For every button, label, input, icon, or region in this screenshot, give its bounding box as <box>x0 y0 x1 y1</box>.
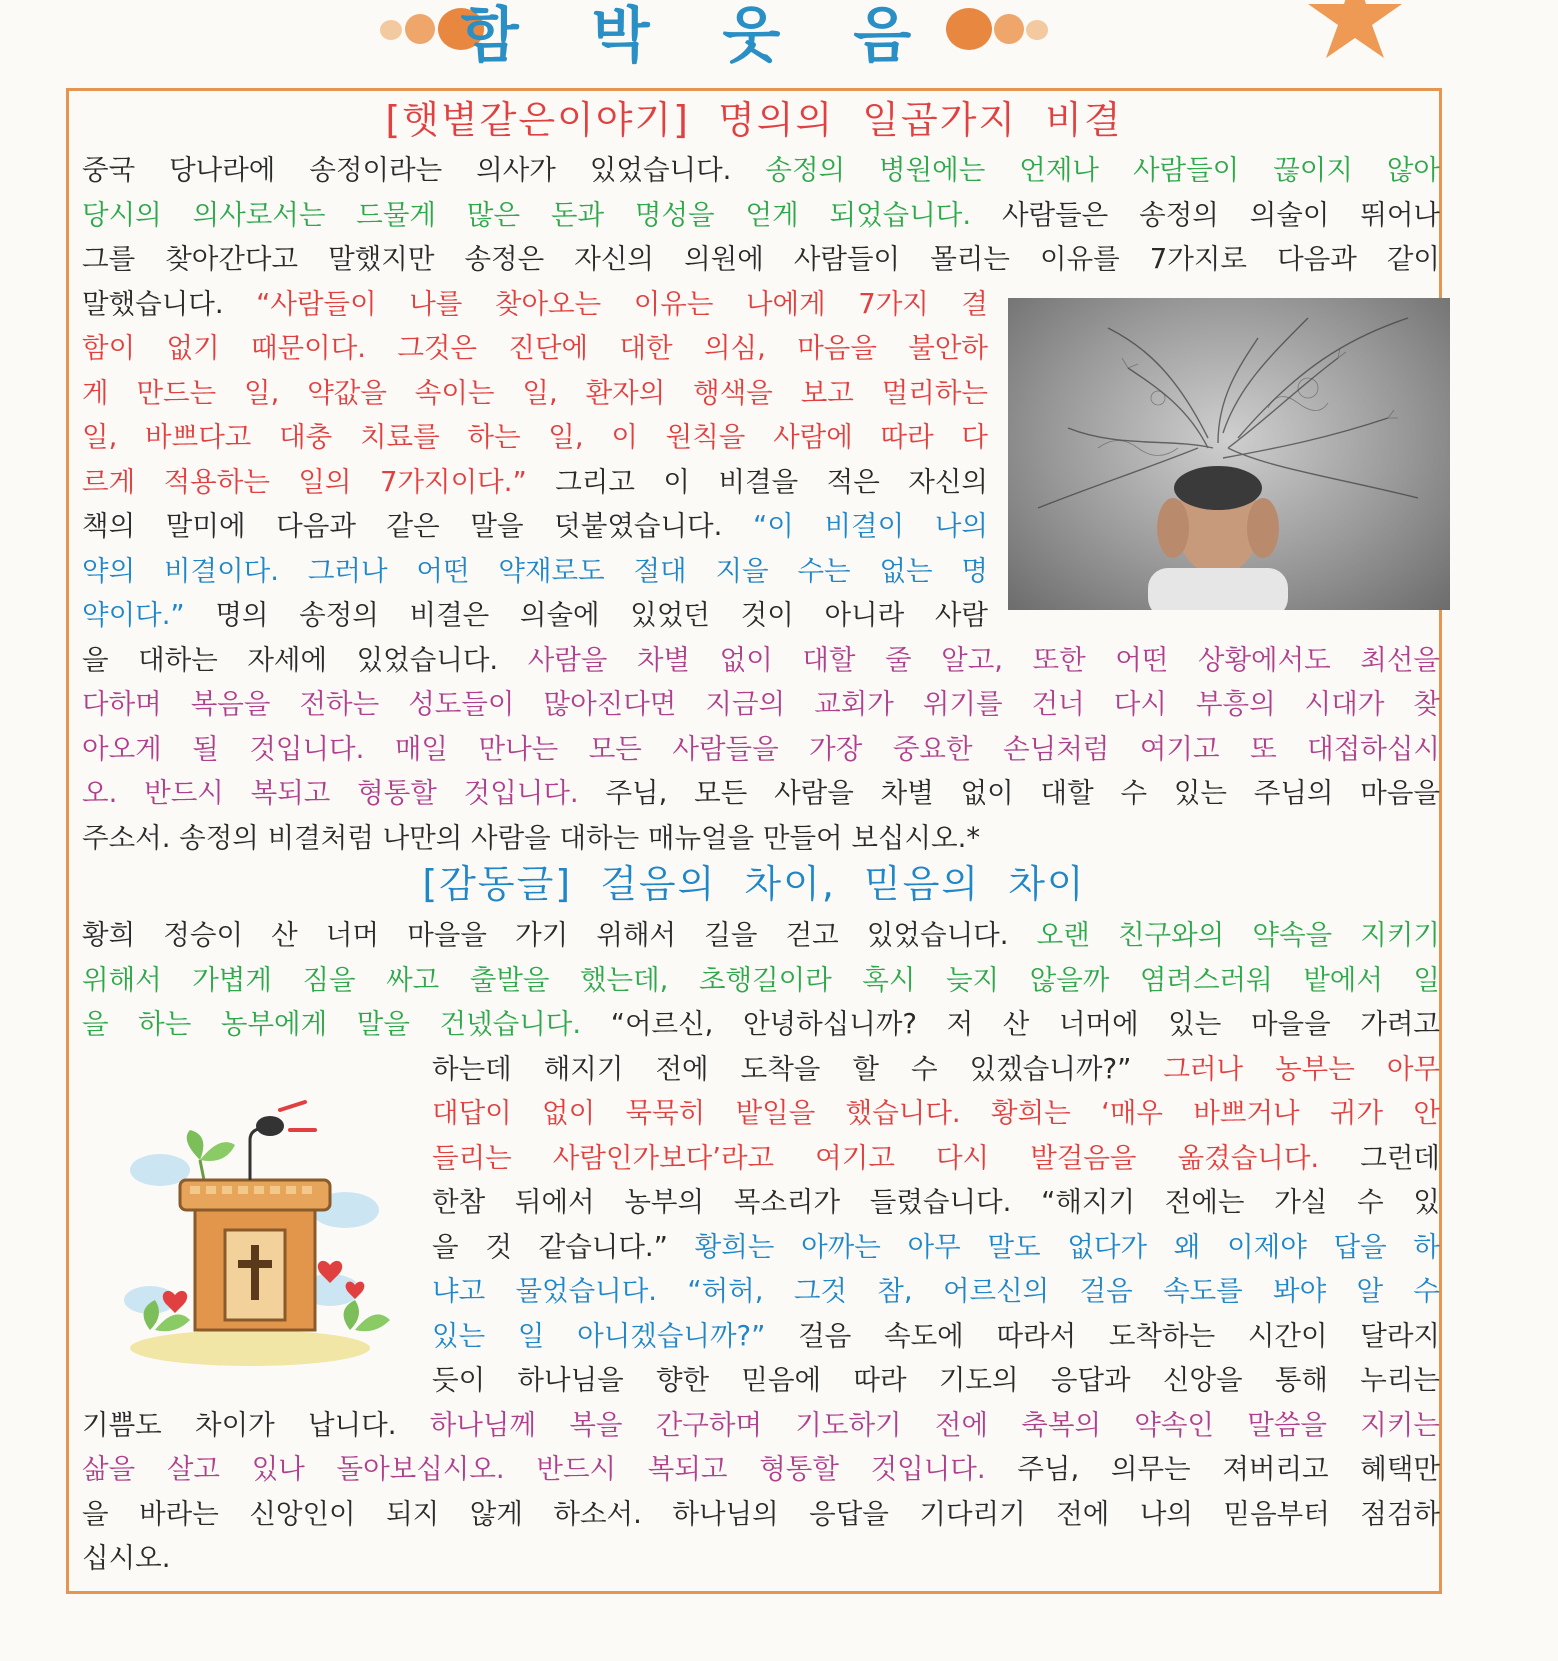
text-line <box>82 771 1440 816</box>
text-segment: 그리고 이 비결을 적은 자신의 <box>526 465 988 498</box>
text-line <box>82 593 988 638</box>
text-line <box>432 1358 1440 1403</box>
text-line <box>432 1314 1440 1359</box>
text-line <box>82 682 1440 727</box>
text-segment: 르게 적용하는 일의 7가지이다.” <box>82 465 527 498</box>
text-line <box>82 1492 1440 1537</box>
text-segment: 사람을 차별 없이 대할 줄 알고, 또한 어떤 상황에서도 최선을 <box>527 643 1440 676</box>
text-segment: 을 바라는 신앙인이 되지 않게 하소서. 하나님의 응답을 기다리기 전에 나의 믿음부터 점검하 <box>82 1497 1440 1530</box>
text-line <box>82 1002 1440 1047</box>
decor-dot <box>1026 20 1048 40</box>
decor-dot <box>994 14 1024 44</box>
text-line <box>82 193 1440 238</box>
text-line <box>82 504 988 549</box>
text-segment: 그러나 농부는 아무 <box>1163 1052 1440 1085</box>
text-segment: 약이다.” <box>82 599 185 631</box>
text-segment: 듯이 하나님을 향한 믿음에 따라 기도의 응답과 신앙을 통해 누리는 <box>432 1364 1440 1396</box>
church-pulpit-icon <box>100 1080 400 1380</box>
text-segment: “사람들이 나를 찾아오는 이유는 나에게 7가지 결 <box>256 287 988 320</box>
star-icon <box>1300 0 1410 60</box>
text-line <box>82 148 1440 193</box>
text-segment: 중국 당나라에 송정이라는 의사가 있었습니다. <box>82 154 766 186</box>
stressed-man-photo <box>1008 298 1450 610</box>
text-segment: 하나님께 복을 간구하며 기도하기 전에 축복의 약속인 말씀을 지키는 <box>429 1408 1440 1441</box>
text-line <box>82 1536 1440 1581</box>
text-segment: 삶을 살고 있나 돌아보십시오. 반드시 복되고 형통할 것입니다. <box>82 1453 986 1485</box>
text-segment: 약의 비결이다. 그러나 어떤 약재로도 절대 지을 수는 없는 명 <box>82 554 988 587</box>
text-segment: 주소서. 송정의 비결처럼 나만의 사람을 대하는 매뉴얼을 만들어 보십시오.* <box>82 821 981 854</box>
text-segment: 황희는 아까는 아무 말도 없다가 왜 이제야 답을 하 <box>694 1230 1440 1263</box>
text-segment: 황희 정승이 산 너머 마을을 가기 위해서 길을 걷고 있었습니다. <box>82 919 1037 951</box>
text-line <box>82 727 1440 772</box>
text-segment: 다하며 복음을 전하는 성도들이 많아진다면 지금의 교회가 위기를 건너 다시 부흥의 시대가 찾 <box>82 688 1440 720</box>
text-line <box>82 326 988 371</box>
text-line <box>82 460 988 505</box>
text-segment: 걸음 속도에 따라서 도착하는 시간이 달라지 <box>765 1319 1440 1352</box>
text-segment: 주님, 모든 사람을 차별 없이 대할 수 있는 주님의 마음을 <box>578 777 1441 809</box>
text-segment: 일, 바쁘다고 대충 치료를 하는 일, 이 원칙을 사람에 따라 다 <box>82 421 988 453</box>
text-segment: 그를 찾아간다고 말했지만 송정은 자신의 의원에 사람들이 몰리는 이유를 7가지로 다음과 같이 <box>82 243 1440 275</box>
text-line <box>82 638 1440 683</box>
text-line <box>432 1091 1440 1136</box>
page-title: 함 박 웃 음 <box>460 1 938 71</box>
text-segment: 게 만드는 일, 약값을 속이는 일, 환자의 행색을 보고 멀리하는 <box>82 376 988 409</box>
text-line <box>82 1447 1440 1492</box>
text-line <box>82 237 1440 282</box>
text-segment: 명의 송정의 비결은 의술에 있었던 것이 아니라 사람 <box>184 599 988 631</box>
text-segment: 대답이 없이 묵묵히 밭일을 했습니다. 황희는 ‘매우 바쁘거나 귀가 안 <box>432 1097 1440 1129</box>
text-segment: 말했습니다. <box>82 287 257 320</box>
decor-dot <box>946 8 992 50</box>
text-segment: 하는데 해지기 전에 도착을 할 수 있겠습니까?” <box>432 1052 1164 1085</box>
text-segment: 책의 말미에 다음과 같은 말을 덧붙였습니다. <box>82 510 753 542</box>
text-segment: 있는 일 아니겠습니까?” <box>432 1319 766 1352</box>
text-segment: 그런데 <box>1319 1141 1440 1174</box>
text-segment: “이 비결이 나의 <box>753 510 988 542</box>
text-segment: 을 것 같습니다.” <box>432 1230 695 1263</box>
text-segment: 송정의 병원에는 언제나 사람들이 끊이지 않아 <box>765 154 1440 186</box>
text-segment: 당시의 의사로서는 드물게 많은 돈과 명성을 얻게 되었습니다. <box>82 198 972 231</box>
text-line <box>82 1403 1440 1448</box>
text-segment: 을 대하는 자세에 있었습니다. <box>82 643 528 676</box>
section2-title: [감동글] 걸음의 차이, 믿음의 차이 <box>422 862 1086 906</box>
text-line <box>82 282 988 327</box>
text-line <box>82 958 1440 1003</box>
section1-title: [햇볕같은이야기] 명의의 일곱가지 비결 <box>385 98 1123 142</box>
text-segment: 오랜 친구와의 약속을 지키기 <box>1036 919 1440 951</box>
text-segment: 십시오. <box>82 1542 171 1574</box>
text-segment: 오. 반드시 복되고 형통할 것입니다. <box>82 777 579 809</box>
text-line <box>82 371 988 416</box>
text-segment: 함이 없기 때문이다. 그것은 진단에 대한 의심, 마음을 불안하 <box>82 332 988 364</box>
text-segment: 냐고 물었습니다. “허허, 그것 참, 어르신의 걸음 속도를 봐야 알 수 <box>432 1275 1440 1307</box>
header <box>0 0 1558 80</box>
text-line <box>82 913 1440 958</box>
text-segment: 아오게 될 것입니다. 매일 만나는 모든 사람들을 가장 중요한 손님처럼 여기고 또 대접하십시 <box>82 732 1440 765</box>
text-segment: 기쁨도 차이가 납니다. <box>82 1408 430 1441</box>
text-line <box>432 1269 1440 1314</box>
text-segment: 위해서 가볍게 짐을 싸고 출발을 했는데, 초행길이라 혹시 늦지 않을까 염려스러워 밭에서 일 <box>82 963 1440 996</box>
text-line <box>82 816 1440 861</box>
text-segment: 사람들은 송정의 의술이 뛰어나 <box>971 198 1440 231</box>
text-segment: 한참 뒤에서 농부의 목소리가 들렸습니다. “해지기 전에는 가실 수 있 <box>432 1186 1440 1218</box>
text-line <box>432 1047 1440 1092</box>
text-line <box>82 549 988 594</box>
text-line <box>432 1180 1440 1225</box>
text-segment: 주님, 의무는 져버리고 혜택만 <box>985 1453 1440 1485</box>
text-segment: 들리는 사람인가보다’라고 여기고 다시 발걸음을 옮겼습니다. <box>432 1141 1320 1174</box>
text-segment: “어르신, 안녕하십니까? 저 산 너머에 있는 마을을 가려고 <box>581 1008 1440 1040</box>
text-line <box>432 1225 1440 1270</box>
text-line <box>82 415 988 460</box>
scribble-icon <box>1008 298 1450 610</box>
text-line <box>432 1136 1440 1181</box>
text-segment: 을 하는 농부에게 말을 건넸습니다. <box>82 1008 582 1040</box>
